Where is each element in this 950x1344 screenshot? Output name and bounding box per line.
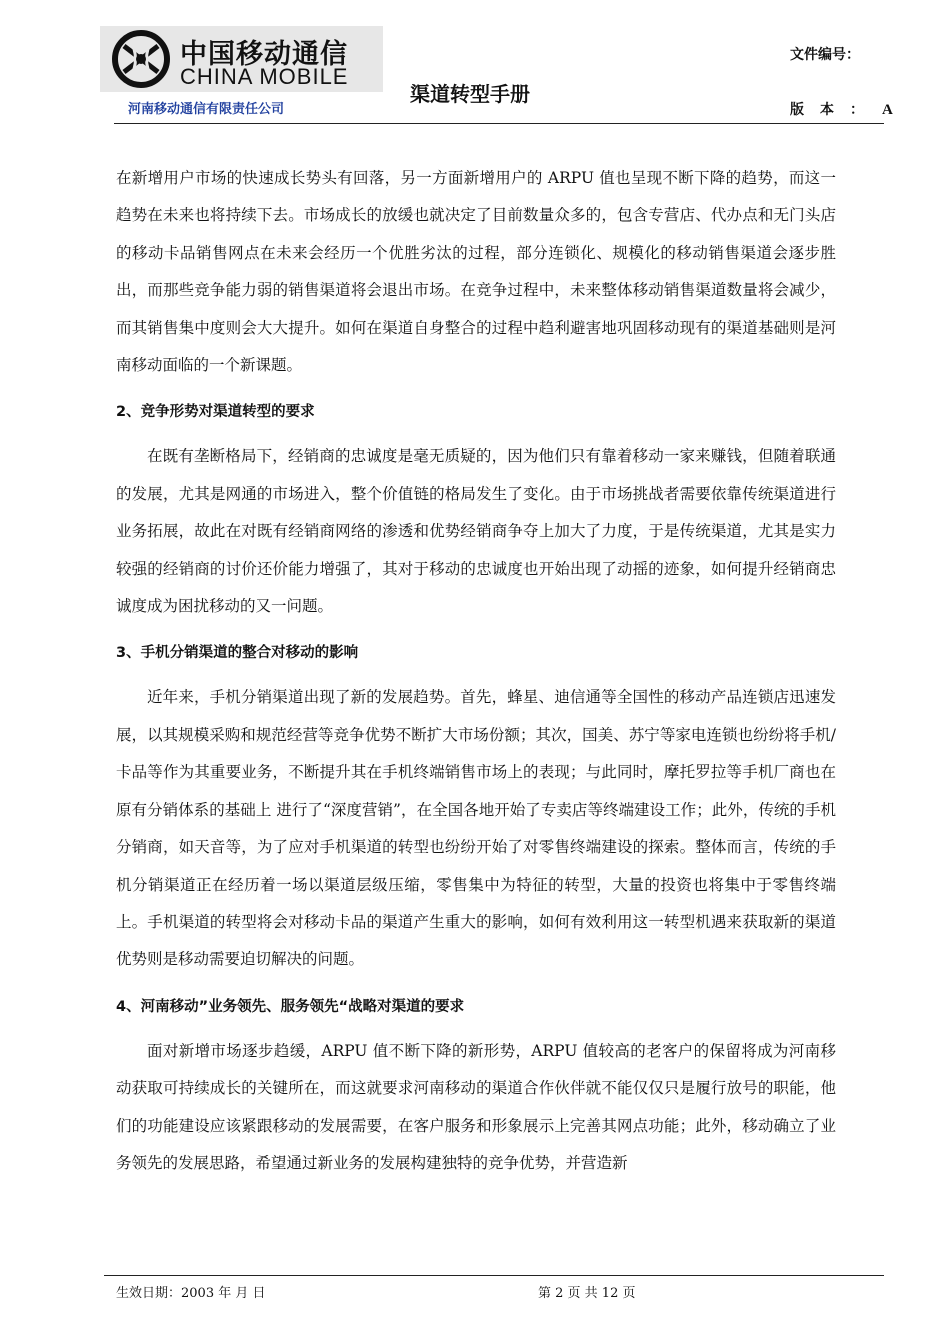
section-heading-4: 4、河南移动”业务领先、服务领先“战略对渠道的要求 bbox=[116, 998, 465, 1015]
company-name: 河南移动通信有限责任公司 bbox=[128, 102, 285, 117]
section-paragraph-2: 在既有垄断格局下，经销商的忠诚度是毫无质疑的，因为他们只有靠着移动一家来赚钱，但随着联通的发展，尤其是网通的市场进入，整个价值链的格局发生了变化。由于市场挑战者需要依靠传统渠道进行业务拓展，故此在对既有经销商网络的渗透和优势经销商争夺上加大了力度，于是传统渠道，尤其是实力较强的经销商的讨价还价能力增强了，其对于移动的忠诚度也开始出现了动摇的迹象，如何提升经销商忠诚度成为困扰移动的又一问题。 bbox=[116, 447, 836, 616]
document-body bbox=[116, 160, 836, 1182]
page-number: 第 2 页 共 12 页 bbox=[538, 1286, 636, 1301]
logo-chinese-text: 中国移动通信 bbox=[180, 39, 348, 70]
document-title: 渠道转型手册 bbox=[410, 82, 530, 106]
intro-paragraph: 在新增用户市场的快速成长势头有回落，另一方面新增用户的 ARPU 值也呈现不断下降的趋势，而这一趋势在未来也将持续下去。市场成长的放缓也就决定了目前数量众多的，包含专营店、代办点和无门头店的移动卡品销售网点在未来会经历一个优胜劣汰的过程，部分连锁化、规模化的移动销售渠道会逐步胜出，而那些竞争能力弱的销售渠道将会退出市场。在竞争过程中，未来整体移动销售渠道数量将会减少，而其销售集中度则会大大提升。如何在渠道自身整合的过程中趋利避害地巩固移动现有的渠道基础则是河南移动面临的一个新课题。 bbox=[116, 169, 836, 375]
header-divider bbox=[114, 123, 884, 124]
version-field bbox=[790, 99, 893, 119]
section-paragraph-3: 近年来，手机分销渠道出现了新的发展趋势。首先，蜂星、迪信通等全国性的移动产品连锁店迅速发展，以其规模采购和规范经营等竞争优势不断扩大市场份额；其次，国美、苏宁等家电连锁也纷纷将手机/卡品等作为其重要业务，不断提升其在手机终端销售市场上的表现；与此同时，摩托罗拉等手机厂商也在原有分销体系的基础上 进行了“深度营销”，在全国各地开始了专卖店等终端建设工作；此外，传统的手机分销商，如天音等，为了应对手机渠道的转型也纷纷开始了对零售终端建设的探索。整体而言，传统的手机分销渠道正在经历着一场以渠道层级压缩，零售集中为特征的转型，大量的投资也将集中于零售终端上。手机渠道的转型将会对移动卡品的渠道产生重大的影响，如何有效利用这一转型机遇来获取新的渠道优势则是移动需要迫切解决的问题。 bbox=[116, 688, 836, 969]
section-heading-3: 3、手机分销渠道的整合对移动的影响 bbox=[116, 645, 359, 662]
version-label: 版本： bbox=[790, 102, 880, 118]
section-heading-2: 2、竞争形势对渠道转型的要求 bbox=[116, 404, 315, 421]
footer-divider bbox=[104, 1275, 884, 1276]
version-value: A bbox=[882, 102, 893, 118]
section-paragraph-4: 面对新增市场逐步趋缓，ARPU 值不断下降的新形势，ARPU 值较高的老客户的保留将成为河南移动获取可持续成长的关键所在，而这就要求河南移动的渠道合作伙伴就不能仅仅只是履行放号的职能，他们的功能建设应该紧跟移动的发展需要，在客户服务和形象展示上完善其网点功能；此外，移动确立了业务领先的发展思路，希望通过新业务的发展构建独特的竞争优势，并营造新 bbox=[116, 1041, 836, 1172]
china-mobile-logo bbox=[100, 26, 383, 92]
logo-english-text: CHINA MOBILE bbox=[180, 64, 349, 89]
file-number-label: 文件编号： bbox=[790, 47, 860, 63]
effective-date: 生效日期：2003 年 月 日 bbox=[116, 1286, 266, 1301]
china-mobile-emblem-icon bbox=[110, 30, 172, 88]
